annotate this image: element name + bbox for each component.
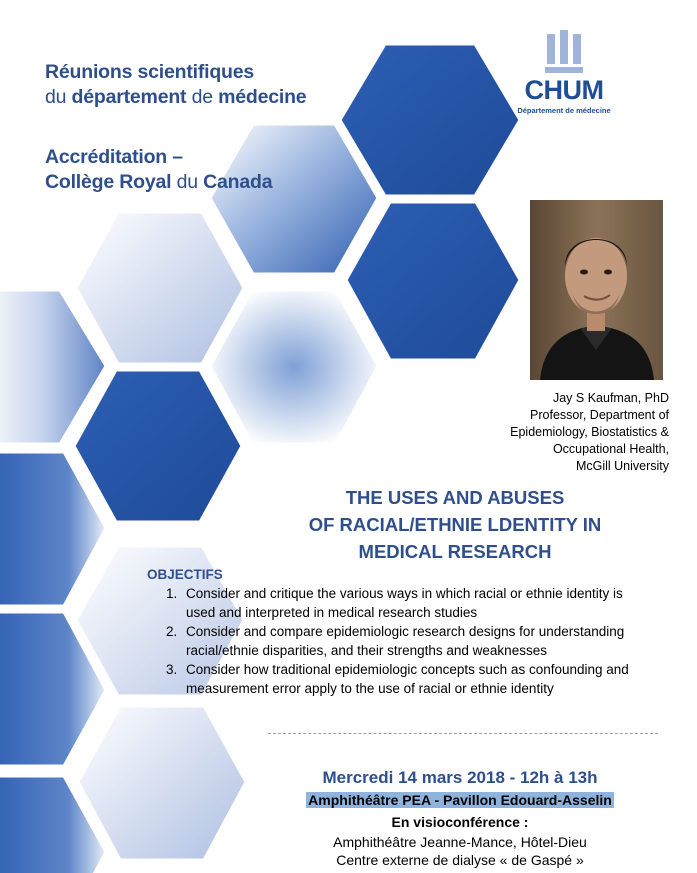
hexagon bbox=[74, 370, 242, 522]
venue-main: Amphithéâtre PEA - Pavillon Edouard-Asselin bbox=[308, 792, 612, 808]
speaker-role: Professor, Department of bbox=[530, 408, 669, 422]
speaker-caption bbox=[469, 390, 669, 475]
hexagon bbox=[76, 212, 244, 364]
college-line: Collège Royal du Canada bbox=[45, 171, 273, 193]
separator bbox=[268, 733, 658, 734]
hexagon bbox=[346, 202, 520, 360]
visio-location: Centre externe de dialyse « de Gaspé » bbox=[336, 852, 584, 868]
objective-item: 3. Consider how traditional epidemiologic concepts such as confounding and measurement error apply to the use of racial or ethnie identity bbox=[166, 662, 629, 696]
speaker-affiliation: McGill University bbox=[575, 459, 669, 473]
objectives-heading: OBJECTIFS bbox=[147, 567, 223, 582]
visio-label: En visioconférence : bbox=[391, 814, 529, 830]
header-line-2: du département de médecine bbox=[45, 86, 307, 108]
meeting-series-title bbox=[45, 60, 306, 110]
speaker-role: Occupational Health, bbox=[552, 442, 669, 456]
accreditation-label: Accréditation – bbox=[45, 146, 183, 168]
event-venue bbox=[245, 792, 675, 808]
header-line-1: Réunions scientifiques bbox=[45, 61, 255, 83]
hexagon bbox=[340, 44, 520, 196]
talk-title: THE USES AND ABUSES OF RACIAL/ETHNIE LDENTITY IN MEDICAL RESEARCH bbox=[308, 487, 602, 562]
speaker-role: Epidemiology, Biostatistics & bbox=[510, 425, 669, 439]
event-date: Mercredi 14 mars 2018 - 12h à 13h bbox=[322, 768, 598, 787]
objective-item: 1. Consider and critique the various ways in which racial or ethnie identity is used and interpreted in medical research studies bbox=[166, 586, 623, 620]
speaker-name: Jay S Kaufman, PhD bbox=[552, 391, 669, 405]
logo-subtitle: Département de médecine bbox=[517, 106, 611, 115]
visio-location: Amphithéâtre Jeanne-Mance, Hôtel-Dieu bbox=[333, 834, 587, 850]
chum-logo-icon bbox=[542, 30, 586, 74]
speaker-photo bbox=[530, 200, 663, 380]
accreditation-block bbox=[45, 145, 272, 195]
chum-logo bbox=[516, 30, 612, 115]
objective-item: 2. Consider and compare epidemiologic research designs for understanding racial/ethnie disparities, and their strengths and weaknesses bbox=[166, 624, 625, 658]
hexagon bbox=[78, 706, 246, 860]
logo-name: CHUM bbox=[524, 75, 604, 105]
objectives-list bbox=[158, 584, 683, 698]
hexagon bbox=[210, 290, 378, 444]
